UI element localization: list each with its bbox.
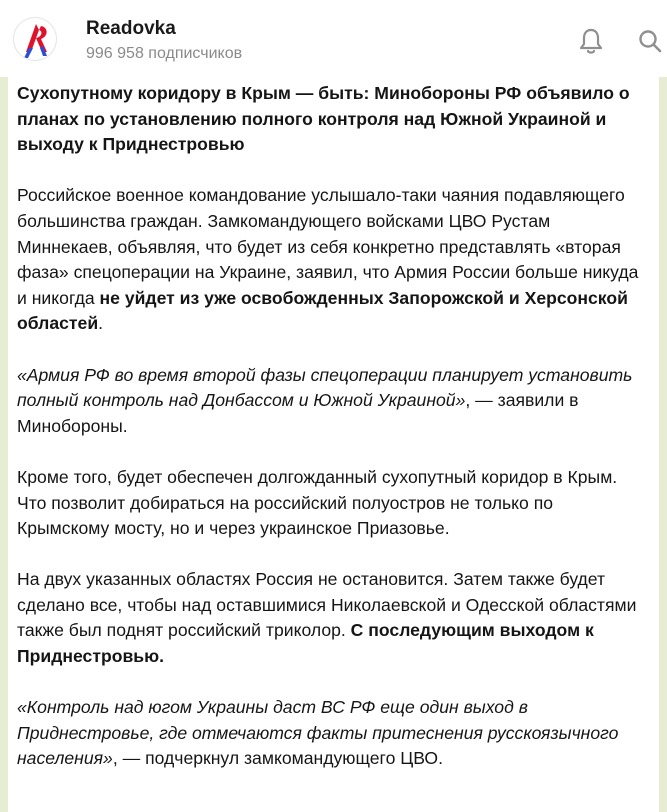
post-paragraph-1: Российское военное командование услышало-таки чаяния подавляющего большинства граждан. Замкомандующего войсками ЦВО Рустам Миннекаев, объявляя, что будет из себя конкретно представлять «вторая фаза» спецоперации на Украине, заявил, что Армия России больше никуда и никогда не уйдет из уже освобожденных Запорожской и Херсонской областей. <box>17 185 639 334</box>
post-card <box>8 77 659 812</box>
subscriber-count: 996 958 подписчиков <box>86 45 243 62</box>
post-title: Сухопутному коридору в Крым — быть: Минобороны РФ объявило о планах по установлению полного контроля над Южной Украиной и выходу к Приднестровью <box>17 83 630 155</box>
readovka-logo-icon <box>14 18 57 61</box>
search-icon[interactable] <box>636 26 664 56</box>
channel-name[interactable]: Readovka <box>86 18 176 39</box>
post-paragraph-3: На двух указанных областях Россия не остановится. Затем также будет сделано все, чтобы над оставшимися Николаевской и Одесской областями также был поднят российский триколор. С последующим выходом к Приднестровью. <box>17 569 637 667</box>
post-quote-2: «Контроль над югом Украины даст ВС РФ еще один выход в Приднестровье, где отмечаются факты притеснения русскоязычного населения», — подчеркнул замкомандующего ЦВО. <box>17 697 619 769</box>
channel-header <box>0 0 667 77</box>
post-body <box>17 81 649 798</box>
channel-avatar[interactable] <box>13 17 57 61</box>
post-paragraph-2: Кроме того, будет обеспечен долгожданный сухопутный коридор в Крым. Что позволит добираться на российский полуостров не только по Крымскому мосту, но и через украинское Приазовье. <box>17 466 618 539</box>
bell-icon[interactable] <box>577 26 605 56</box>
post-quote-1: «Армия РФ во время второй фазы спецоперации планирует установить полный контроль над Донбассом и Южной Украиной», — заявили в Минобороны. <box>17 364 633 436</box>
